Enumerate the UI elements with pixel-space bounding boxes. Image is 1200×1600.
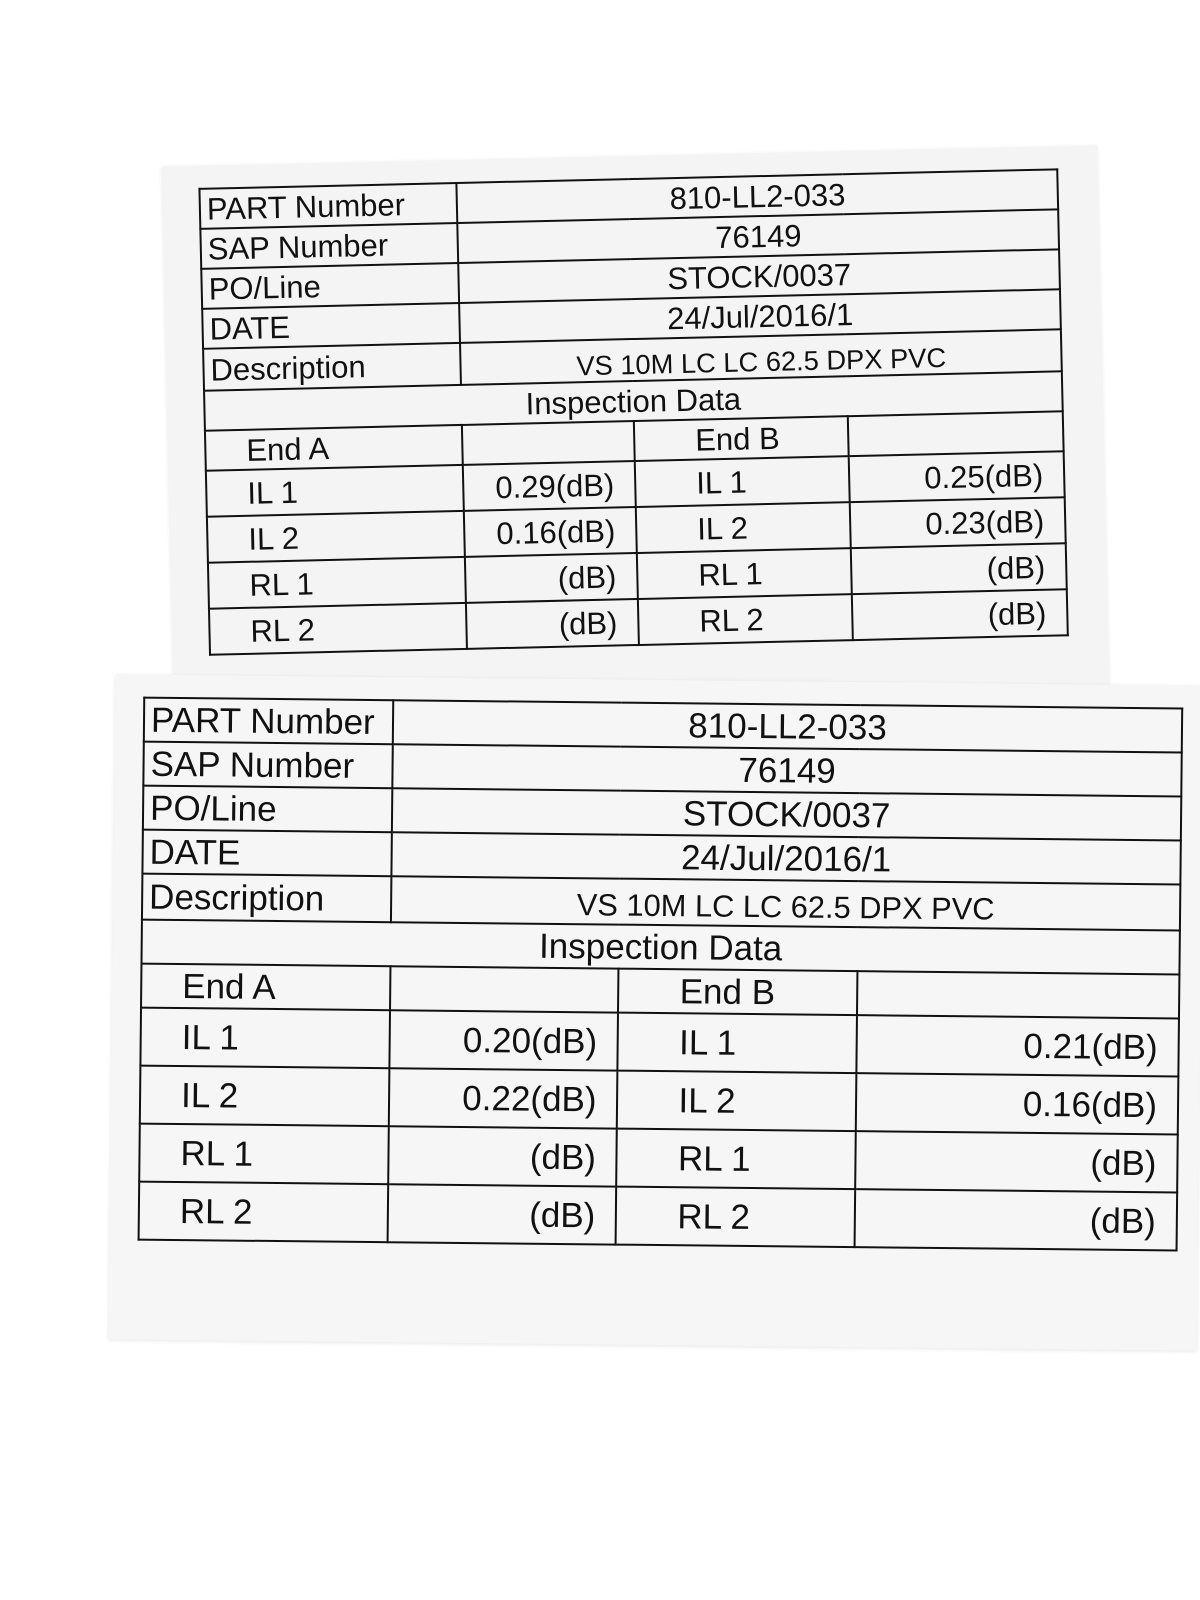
inspection-data-heading: Inspection Data [141, 920, 1179, 975]
end-a-measure-value: (dB) [388, 1126, 617, 1186]
end-a-measure-value: (dB) [465, 553, 638, 603]
part-number-value: 810-LL2-033 [457, 169, 1058, 223]
empty-cell [857, 971, 1179, 1018]
empty-cell [462, 421, 634, 465]
measurement-row [139, 1182, 1178, 1251]
inspection-label-bottom [109, 674, 1200, 1350]
end-b-heading: End B [634, 416, 849, 461]
end-a-measure-name: RL 1 [139, 1124, 389, 1185]
end-a-measure-value: 0.20(dB) [390, 1010, 619, 1070]
measurement-row [139, 1124, 1178, 1193]
end-a-measure-value: (dB) [466, 599, 639, 649]
end-a-measure-name: IL 2 [140, 1066, 390, 1127]
end-b-measure-value: 0.23(dB) [850, 497, 1066, 548]
inspection-table [198, 168, 1068, 655]
end-a-measure-value: (dB) [388, 1184, 617, 1244]
empty-cell [390, 966, 619, 1012]
description-label: Description [203, 343, 461, 391]
end-b-measure-name: RL 2 [638, 594, 853, 645]
inspection-label-top [162, 145, 1109, 711]
end-a-measure-name: IL 1 [206, 465, 464, 517]
end-b-measure-name: IL 1 [635, 456, 850, 507]
date-label: DATE [202, 303, 460, 349]
end-a-measure-value: 0.22(dB) [389, 1068, 618, 1128]
sap-number-value: 76149 [392, 744, 1181, 796]
end-a-measure-name: RL 2 [139, 1182, 389, 1243]
end-b-measure-name: IL 1 [618, 1013, 857, 1073]
inspection-table [138, 697, 1184, 1252]
end-b-measure-value: 0.25(dB) [849, 451, 1065, 502]
end-b-measure-value: (dB) [852, 589, 1068, 640]
end-a-measure-value: 0.29(dB) [463, 461, 636, 511]
end-b-measure-value: 0.21(dB) [857, 1015, 1179, 1076]
part-number-label: PART Number [199, 183, 457, 229]
end-b-measure-name: RL 1 [637, 548, 852, 599]
description-value: VS 10M LC LC 62.5 DPX PVC [391, 876, 1180, 930]
end-b-heading: End B [618, 969, 857, 1015]
end-b-measure-name: IL 2 [617, 1071, 856, 1131]
sap-number-value: 76149 [458, 209, 1059, 263]
date-value: 24/Jul/2016/1 [392, 832, 1181, 884]
date-value: 24/Jul/2016/1 [459, 289, 1060, 343]
sap-number-label: SAP Number [143, 742, 393, 789]
end-b-measure-name: RL 2 [616, 1187, 855, 1247]
empty-cell [848, 411, 1063, 456]
end-b-measure-value: (dB) [855, 1189, 1177, 1250]
description-value: VS 10M LC LC 62.5 DPX PVC [460, 329, 1061, 385]
end-a-measure-name: RL 2 [209, 603, 467, 655]
end-a-measure-name: RL 1 [208, 557, 466, 609]
description-label: Description [142, 874, 392, 923]
part-number-value: 810-LL2-033 [393, 700, 1182, 752]
measurement-row [140, 1066, 1179, 1135]
inspection-data-heading: Inspection Data [204, 371, 1063, 430]
po-line-value: STOCK/0037 [459, 249, 1060, 303]
measurement-row [140, 1008, 1179, 1077]
part-number-label: PART Number [144, 698, 394, 745]
end-b-measure-value: (dB) [851, 543, 1067, 594]
end-a-measure-name: IL 2 [207, 511, 465, 563]
end-b-measure-value: (dB) [855, 1131, 1177, 1192]
end-a-heading: End A [141, 964, 391, 1011]
end-a-heading: End A [205, 425, 463, 471]
po-line-label: PO/Line [143, 786, 393, 833]
po-line-label: PO/Line [201, 263, 459, 309]
sap-number-label: SAP Number [200, 223, 458, 269]
date-label: DATE [142, 830, 392, 877]
end-a-measure-name: IL 1 [140, 1008, 390, 1069]
end-a-measure-value: 0.16(dB) [464, 507, 637, 557]
po-line-value: STOCK/0037 [392, 788, 1181, 840]
end-b-measure-value: 0.16(dB) [856, 1073, 1178, 1134]
end-b-measure-name: IL 2 [636, 502, 851, 553]
end-b-measure-name: RL 1 [617, 1129, 856, 1189]
